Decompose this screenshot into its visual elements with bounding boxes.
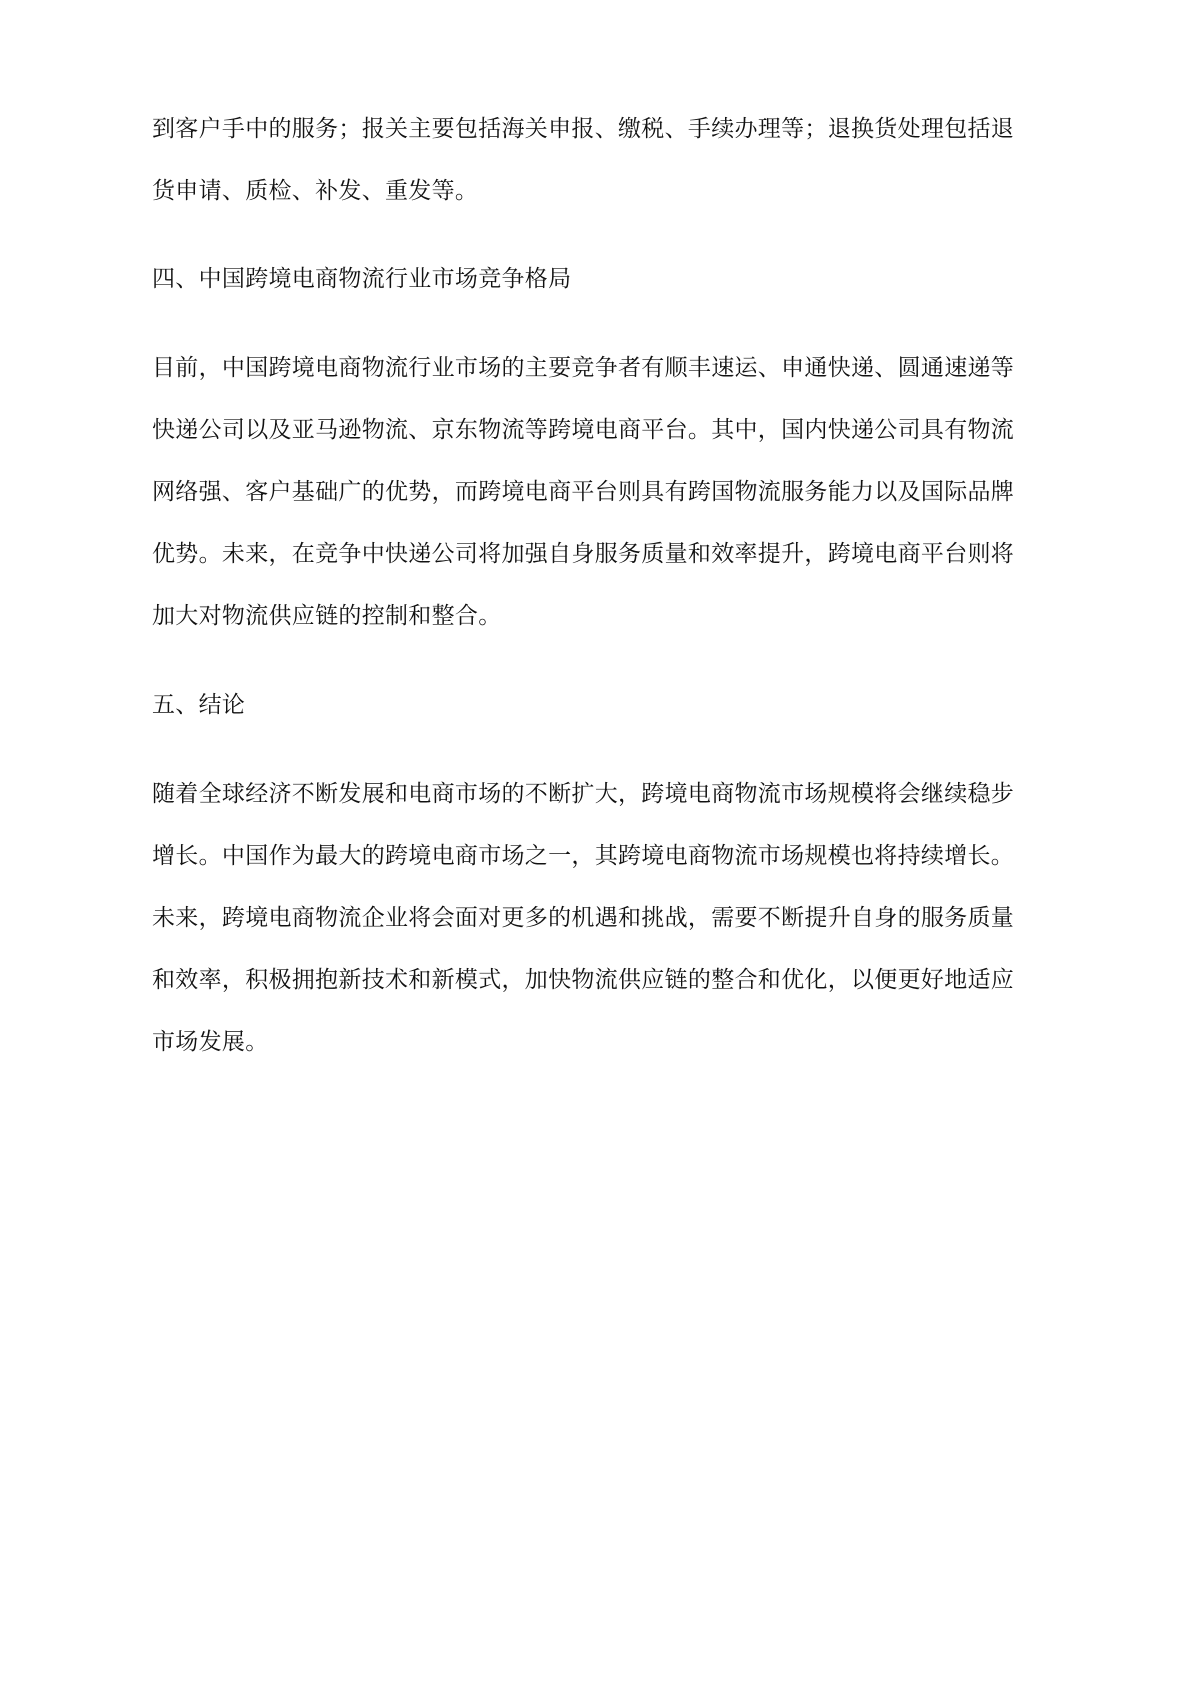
- section-heading-competition: [152, 248, 1058, 310]
- paragraph-line: 未来，跨境电商物流企业将会面对更多的机遇和挑战，需要不断提升自身的服务质量: [152, 905, 1015, 931]
- paragraph-service-process: [152, 98, 1058, 222]
- paragraph-line: 快递公司以及亚马逊物流、京东物流等跨境电商平台。其中，国内快递公司具有物流: [152, 417, 1015, 443]
- heading-text: 五、结论: [152, 692, 246, 718]
- paragraph-line: 优势。未来，在竞争中快递公司将加强自身服务质量和效率提升，跨境电商平台则将: [152, 541, 1015, 567]
- heading-text: 四、中国跨境电商物流行业市场竞争格局: [152, 266, 572, 292]
- paragraph-line: 市场发展。: [152, 1029, 269, 1055]
- section-heading-conclusion: [152, 674, 1058, 736]
- paragraph-competition: [152, 337, 1058, 647]
- paragraph-line: 增长。中国作为最大的跨境电商市场之一，其跨境电商物流市场规模也将持续增长。: [152, 843, 1015, 869]
- paragraph-conclusion: [152, 763, 1058, 1073]
- paragraph-line: 和效率，积极拥抱新技术和新模式，加快物流供应链的整合和优化，以便更好地适应: [152, 967, 1015, 993]
- paragraph-line: 随着全球经济不断发展和电商市场的不断扩大，跨境电商物流市场规模将会继续稳步: [152, 781, 1015, 807]
- paragraph-line: 网络强、客户基础广的优势，而跨境电商平台则具有跨国物流服务能力以及国际品牌: [152, 479, 1015, 505]
- paragraph-line: 到客户手中的服务；报关主要包括海关申报、缴税、手续办理等；退换货处理包括退: [152, 116, 1015, 142]
- paragraph-line: 目前，中国跨境电商物流行业市场的主要竞争者有顺丰速运、申通快递、圆通速递等: [152, 355, 1015, 381]
- paragraph-line: 货申请、质检、补发、重发等。: [152, 178, 479, 204]
- paragraph-line: 加大对物流供应链的控制和整合。: [152, 603, 502, 629]
